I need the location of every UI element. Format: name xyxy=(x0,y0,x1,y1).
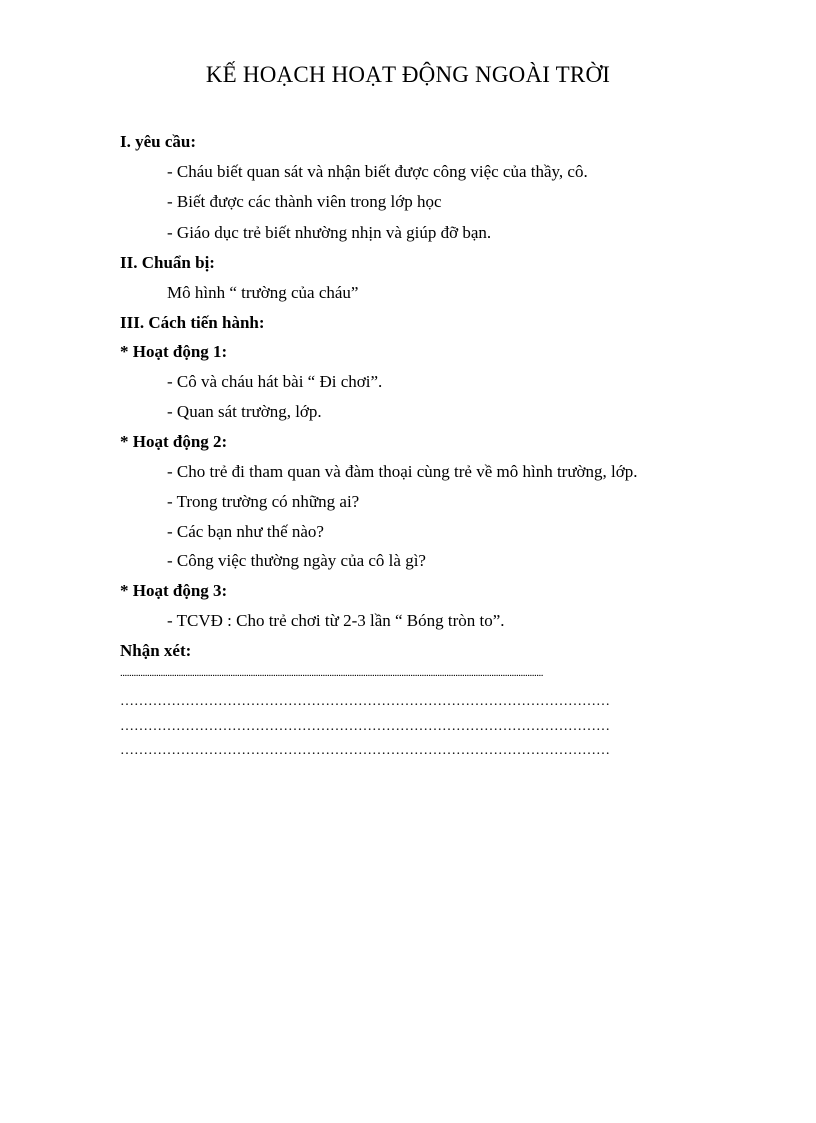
activity-heading-2: * Hoạt động 2: xyxy=(120,432,228,451)
activity-1-item: - Cô và cháu hát bài “ Đi chơi”. xyxy=(167,372,383,391)
preparation-item: Mô hình “ trường của cháu” xyxy=(167,283,359,302)
activity-2-item: - Cho trẻ đi tham quan và đàm thoại cùng trẻ về mô hình trường, lớp. xyxy=(167,462,638,481)
remark-line: …………………………………………………………………………………………… xyxy=(120,719,610,734)
section-heading-preparation: II. Chuẩn bị: xyxy=(120,253,215,272)
activity-2-item: - Công việc thường ngày của cô là gì? xyxy=(167,551,426,570)
remark-line: …………………………………………………………………………………………… xyxy=(120,743,610,758)
requirement-item: - Cháu biết quan sát và nhận biết được công việc của thầy, cô. xyxy=(167,162,588,181)
remark-line: ............................................................................................................................................................................................ xyxy=(120,667,543,679)
activity-2-item: - Các bạn như thế nào? xyxy=(167,522,324,541)
activity-2-item: - Trong trường có những ai? xyxy=(167,492,360,511)
activity-heading-1: * Hoạt động 1: xyxy=(120,342,228,361)
remark-line: …………………………………………………………………………………………… xyxy=(120,694,610,709)
section-heading-remarks: Nhận xét: xyxy=(120,641,192,660)
requirement-item: - Giáo dục trẻ biết nhường nhịn và giúp đỡ bạn. xyxy=(167,223,492,242)
activity-heading-3: * Hoạt động 3: xyxy=(120,581,228,600)
section-heading-procedure: III. Cách tiến hành: xyxy=(120,313,265,332)
section-heading-requirements: I. yêu cầu: xyxy=(120,132,197,151)
activity-1-item: - Quan sát trường, lớp. xyxy=(167,402,322,421)
page-title: KẾ HOẠCH HOẠT ĐỘNG NGOÀI TRỜI xyxy=(205,62,611,87)
activity-3-item: - TCVĐ : Cho trẻ chơi từ 2-3 lần “ Bóng tròn to”. xyxy=(167,611,505,630)
requirement-item: - Biết được các thành viên trong lớp học xyxy=(167,192,442,211)
